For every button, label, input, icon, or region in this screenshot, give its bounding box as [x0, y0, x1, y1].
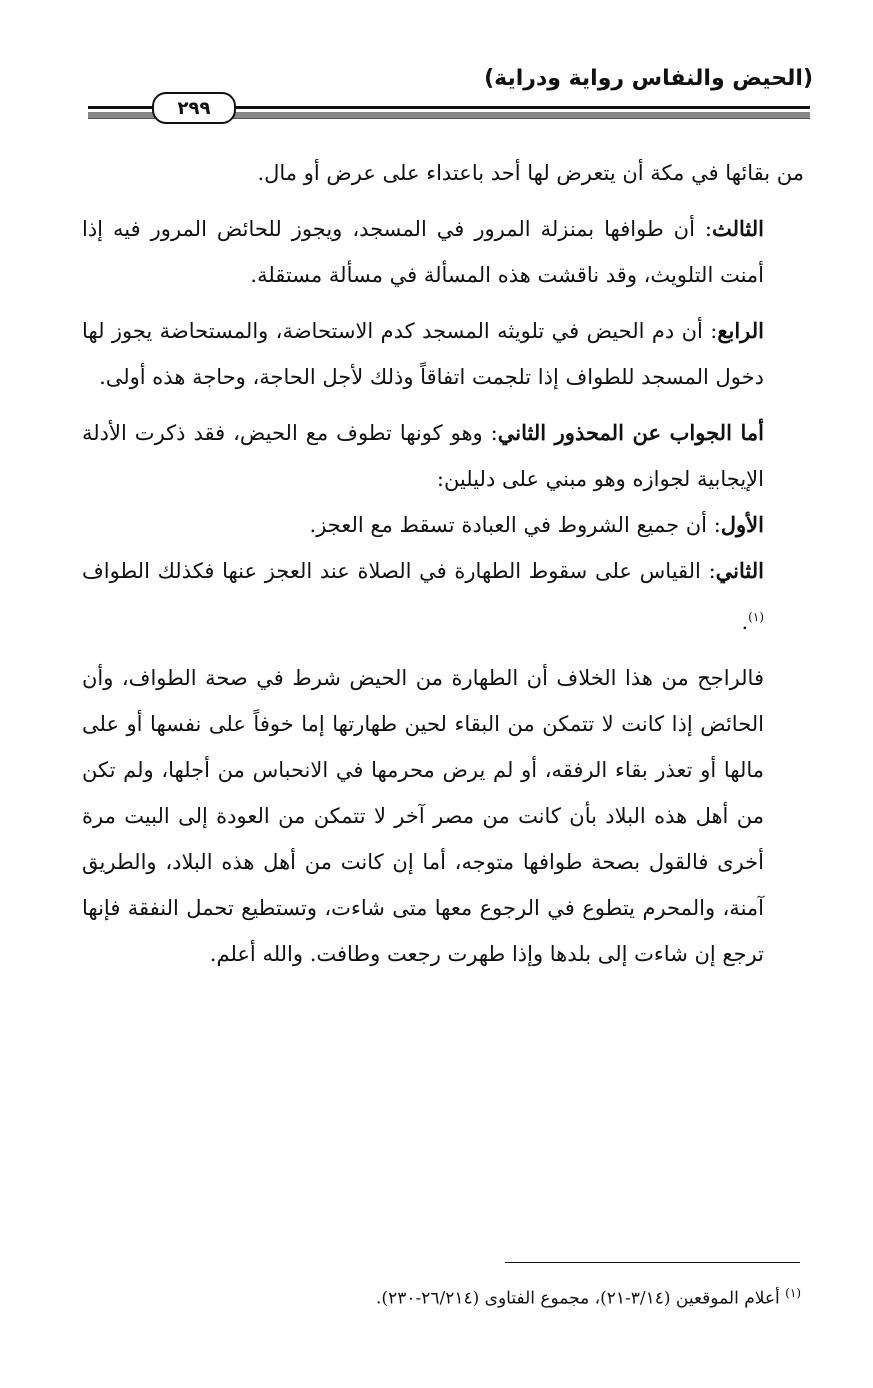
paragraph-first-evidence	[82, 502, 804, 548]
point-heading: الأول	[720, 512, 764, 537]
footnote-reference[interactable]: (١)	[748, 610, 764, 624]
footnote	[101, 1278, 801, 1314]
section-text: : وهو كونها تطوف مع الحيض، فقد ذكرت الأدلة الإيجابية لجوازه وهو مبني على دليلين:	[82, 421, 764, 491]
page-number: ٢٩٩	[152, 92, 236, 124]
paragraph-fourth-point	[82, 308, 804, 400]
paragraph-second-evidence	[82, 548, 804, 645]
point-heading: الرابع	[717, 318, 764, 343]
footnote-text: أعلام الموقعين (٣/١٤-٢١)، مجموع الفتاوى (٢٦/٢١٤-٢٣٠).	[376, 1288, 786, 1309]
point-heading: الثالث	[712, 216, 764, 241]
paragraph-continuation: من بقائها في مكة أن يتعرض لها أحد باعتداء على عرض أو مال.	[257, 161, 804, 185]
paragraph-third-point	[82, 206, 804, 298]
point-text: : أن دم الحيض في تلويثه المسجد كدم الاستحاضة، والمستحاضة يجوز لها دخول المسجد للطواف إذا تلجمت اتفاقاً وذلك لأجل الحاجة، وحاجة هذه أولى.	[82, 319, 764, 389]
point-text: : القياس على سقوط الطهارة في الصلاة عند العجز عنها فكذلك الطواف	[82, 559, 716, 583]
point-text: : أن جميع الشروط في العبادة تسقط مع العجز.	[309, 513, 721, 537]
paragraph-conclusion: فالراجح من هذا الخلاف أن الطهارة من الحيض شرط في صحة الطواف، وأن الحائض إذا كانت لا تتمكن من البقاء لحين طهارتها إما خوفاً على نفسها أو على مالها أو تعذر بقاء الرفقه، أو لم يرض محرمها في الانحباس من أجلها، ولم تكن من أهل هذه البلاد بأن كانت من مصر آخر لا تتمكن من العودة إلى البيت مرة أخرى فالقول بصحة طوافها متوجه، أما إن كانت من أهل هذه البلاد، والطريق آمنة، والمحرم يتطوع في الرجوع معها متى شاءت، وتستطيع تحمل النفقة فإنها ترجع إن شاءت إلى بلدها وإذا طهرت رجعت وطافت. والله أعلم.	[82, 666, 764, 966]
footnote-separator	[505, 1262, 800, 1263]
sentence-end: .	[741, 610, 749, 634]
point-text: : أن طوافها بمنزلة المرور في المسجد، ويجوز للحائض المرور فيه إذا أمنت التلويث، وقد ناقشت هذه المسألة في مسألة مستقلة.	[82, 217, 764, 287]
paragraph-second-objection	[82, 410, 804, 502]
section-heading: أما الجواب عن المحذور الثاني	[497, 420, 764, 445]
main-text	[82, 150, 804, 977]
running-header-title: (الحيض والنفاس رواية ودراية)	[484, 66, 813, 91]
point-heading: الثاني	[715, 558, 764, 583]
footnote-marker: (١)	[785, 1286, 801, 1300]
